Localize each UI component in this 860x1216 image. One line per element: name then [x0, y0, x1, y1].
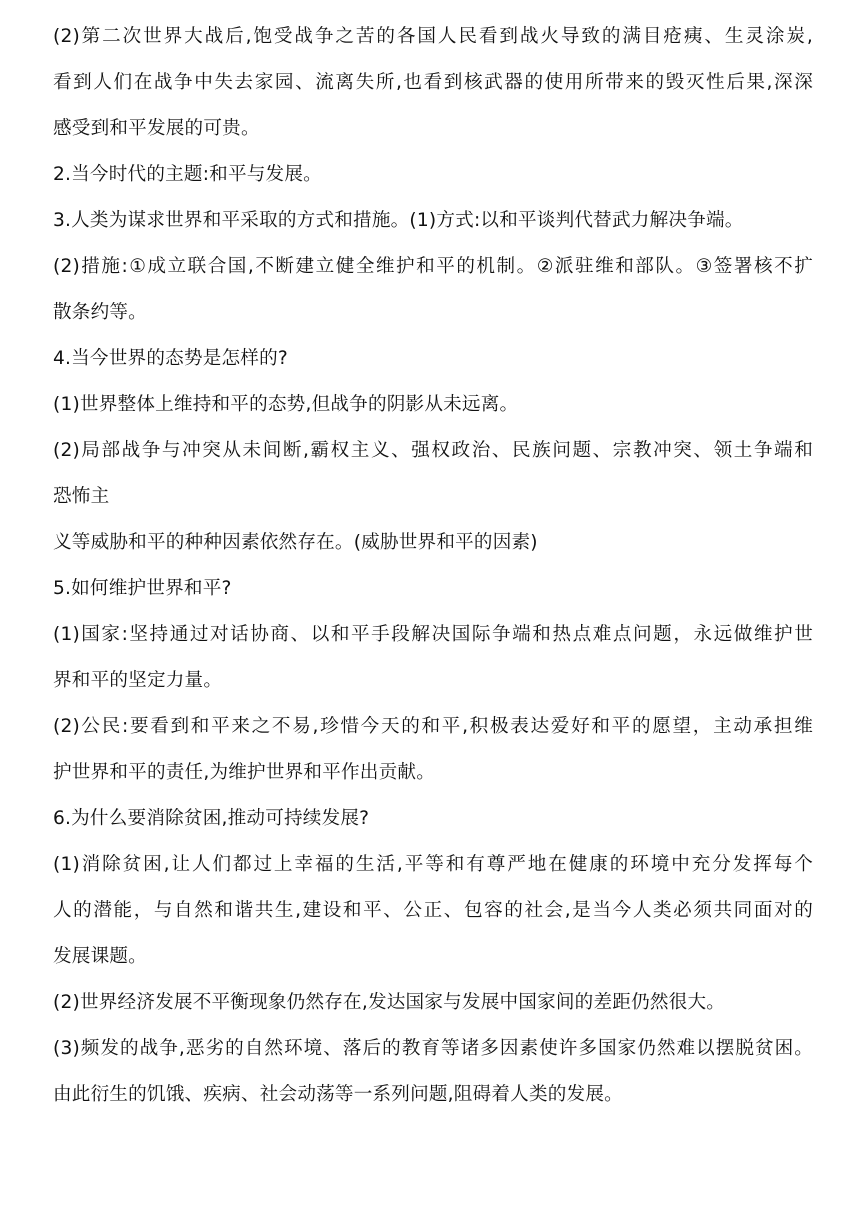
paragraph-line: 由此衍生的饥饿、疾病、社会动荡等一系列问题,阻碍着人类的发展。 [53, 1084, 623, 1105]
paragraph-line: (2)世界经济发展不平衡现象仍然存在,发达国家与发展中国家间的差距仍然很大。 [53, 992, 726, 1013]
paragraph-line: (1)世界整体上维持和平的态势,但战争的阴影从未远离。 [53, 394, 519, 415]
paragraph-line: (3)频发的战争,恶劣的自然环境、落后的教育等诸多因素使许多国家仍然难以摆脱贫困。 [53, 1038, 813, 1059]
paragraph-line: (1)消除贫困,让人们都过上幸福的生活,平等和有尊严地在健康的环境中充分发挥每个 [53, 854, 813, 875]
paragraph-line: 散条约等。 [53, 302, 147, 323]
document-body [53, 14, 813, 1118]
paragraph-line: (2)第二次世界大战后,饱受战争之苦的各国人民看到战火导致的满目疮痍、生灵涂炭, [53, 26, 813, 47]
section-heading: 6.为什么要消除贫困,推动可持续发展? [53, 808, 370, 829]
section-heading: 2.当今时代的主题:和平与发展。 [53, 164, 322, 185]
paragraph-line: 感受到和平发展的可贵。 [53, 118, 260, 139]
paragraph-line: (2)措施:①成立联合国,不断建立健全维护和平的机制。②派驻维和部队。③签署核不扩 [53, 256, 813, 277]
paragraph-line: 恐怖主 [53, 486, 110, 507]
section-heading: 4.当今世界的态势是怎样的? [53, 348, 288, 369]
paragraph-line: 义等威胁和平的种种因素依然存在。(威胁世界和平的因素) [53, 532, 538, 553]
paragraph-line: 护世界和平的责任,为维护世界和平作出贡献。 [53, 762, 435, 783]
section-heading: 3.人类为谋求世界和平采取的方式和措施。(1)方式:以和平谈判代替武力解决争端。 [53, 210, 744, 231]
paragraph-line: (2)局部战争与冲突从未间断,霸权主义、强权政治、民族问题、宗教冲突、领土争端和 [53, 440, 813, 461]
paragraph-line: 人的潜能，与自然和谐共生,建设和平、公正、包容的社会,是当今人类必须共同面对的 [53, 900, 813, 921]
paragraph-line: 发展课题。 [53, 946, 147, 967]
paragraph-line: 看到人们在战争中失去家园、流离失所,也看到核武器的使用所带来的毁灭性后果,深深 [53, 72, 813, 93]
paragraph-line: 界和平的坚定力量。 [53, 670, 223, 691]
section-heading: 5.如何维护世界和平? [53, 578, 232, 599]
paragraph-line: (2)公民:要看到和平来之不易,珍惜今天的和平,积极表达爱好和平的愿望，主动承担维 [53, 716, 813, 737]
paragraph-line: (1)国家:坚持通过对话协商、以和平手段解决国际争端和热点难点问题，永远做维护世 [53, 624, 813, 645]
